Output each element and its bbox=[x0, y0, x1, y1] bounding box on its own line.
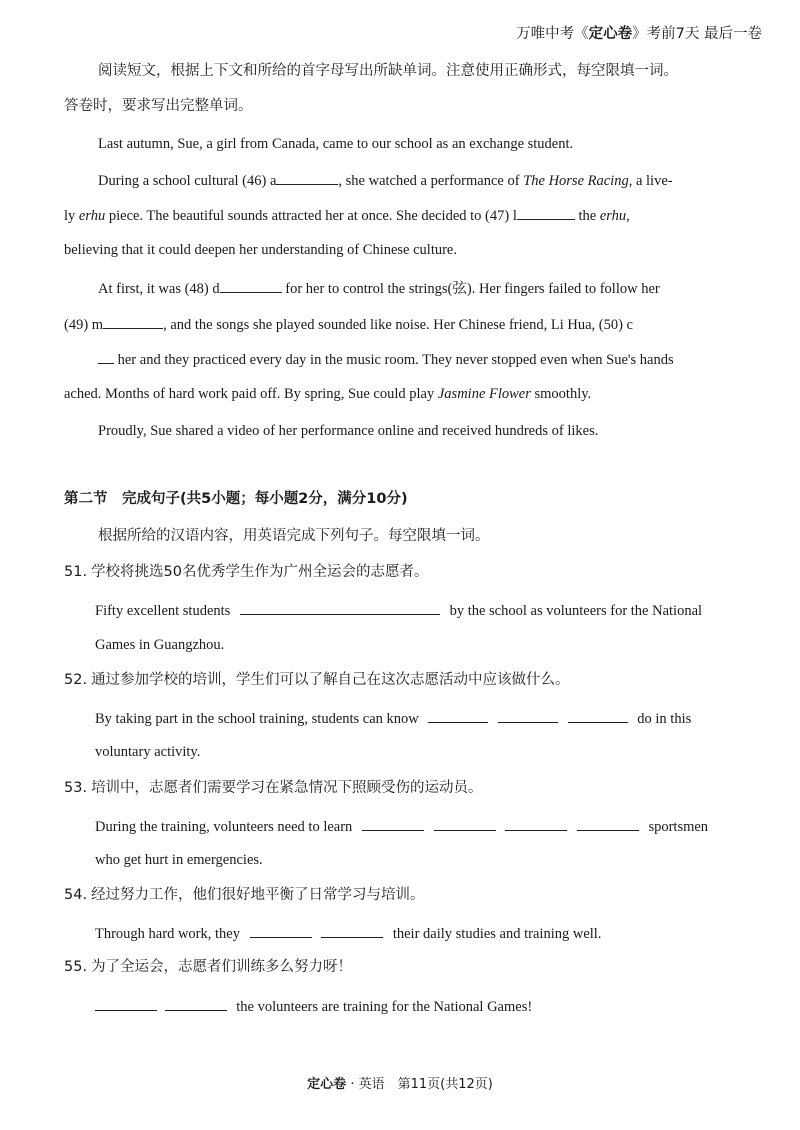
question-chinese: 培训中，志愿者们需要学习在紧急情况下照顾受伤的运动员。 bbox=[91, 780, 483, 796]
word-erhu: erhu bbox=[599, 208, 627, 224]
q51-sentence bbox=[95, 602, 702, 619]
sentence-text: their daily studies and training well. bbox=[392, 926, 602, 942]
q54-blank-2[interactable] bbox=[321, 925, 383, 938]
q53-blank-2[interactable] bbox=[434, 818, 496, 831]
blank-49[interactable] bbox=[103, 316, 163, 329]
passage-text: At first, it was (48) d bbox=[98, 281, 220, 297]
passage-p4: Proudly, Sue shared a video of her performance online and received hundreds of likes. bbox=[98, 423, 599, 439]
question-number: 53. bbox=[64, 780, 88, 796]
sentence-text: sportsmen bbox=[648, 819, 709, 835]
page-footer bbox=[0, 1073, 800, 1092]
question-number: 51. bbox=[64, 564, 88, 580]
passage-p1: Last autumn, Sue, a girl from Canada, came to our school as an exchange student. bbox=[98, 136, 574, 152]
blank-50[interactable] bbox=[98, 351, 114, 364]
q52-blank-2[interactable] bbox=[498, 710, 558, 723]
q52-blank-3[interactable] bbox=[568, 710, 628, 723]
q55-prompt bbox=[64, 960, 352, 975]
question-number: 52. bbox=[64, 672, 88, 688]
q52-prompt bbox=[64, 673, 570, 688]
header-prefix: 万唯中考《 bbox=[516, 26, 589, 42]
cloze-instruction-line1: 阅读短文，根据上下文和所给的首字母写出所缺单词。注意使用正确形式，每空限填一词。 bbox=[98, 63, 678, 79]
question-chinese: 通过参加学校的培训，学生们可以了解自己在这次志愿活动中应该做什么。 bbox=[91, 672, 570, 688]
header-brand: 定心卷 bbox=[588, 26, 633, 42]
footer-brand: 定心卷 bbox=[307, 1077, 347, 1092]
passage-p2-line3: believing that it could deepen her understanding of Chinese culture. bbox=[64, 242, 457, 258]
q52-sentence-line2: voluntary activity. bbox=[95, 744, 201, 760]
passage-p2-line1 bbox=[98, 172, 673, 189]
sentence-text: do in this bbox=[637, 711, 692, 727]
footer-page-info: · 英语 第11页(共12页) bbox=[346, 1077, 493, 1092]
q55-blank-1[interactable] bbox=[95, 998, 157, 1011]
passage-text: ly bbox=[64, 208, 79, 224]
passage-text: ached. Months of hard work paid off. By spring, Sue could play bbox=[64, 386, 438, 402]
question-number: 55. bbox=[64, 959, 88, 975]
passage-p3-line4 bbox=[64, 387, 591, 402]
blank-46[interactable] bbox=[276, 172, 338, 185]
question-chinese: 经过努力工作，他们很好地平衡了日常学习与培训。 bbox=[91, 887, 425, 903]
passage-text: , and the songs she played sounded like noise. Her Chinese friend, Li Hua, (50) c bbox=[163, 317, 633, 333]
q51-sentence-line2: Games in Guangzhou. bbox=[95, 637, 225, 653]
passage-text: , she watched a performance of bbox=[338, 173, 524, 189]
q54-prompt bbox=[64, 888, 425, 903]
q55-blank-2[interactable] bbox=[165, 998, 227, 1011]
question-chinese: 学校将挑选50名优秀学生作为广州全运会的志愿者。 bbox=[91, 564, 429, 580]
passage-text: for her to control the strings(弦). Her fingers failed to follow her bbox=[281, 281, 660, 297]
title-jasmine-flower: Jasmine Flower bbox=[437, 386, 531, 402]
section2-instruction: 根据所给的汉语内容，用英语完成下列句子。每空限填一词。 bbox=[98, 528, 490, 544]
passage-p3-line3 bbox=[98, 351, 674, 368]
sentence-text: Through hard work, they bbox=[95, 926, 240, 942]
q52-blank-1[interactable] bbox=[428, 710, 488, 723]
q51-answer-blank[interactable] bbox=[240, 602, 440, 615]
sentence-text: Fifty excellent students bbox=[95, 603, 231, 619]
blank-47[interactable] bbox=[517, 207, 575, 220]
passage-text: the bbox=[574, 208, 600, 224]
q53-blank-1[interactable] bbox=[362, 818, 424, 831]
section2-title: 第二节 完成句子(共5小题；每小题2分，满分10分) bbox=[64, 491, 408, 507]
q55-sentence bbox=[95, 998, 532, 1015]
q53-prompt bbox=[64, 781, 483, 796]
word-erhu: erhu bbox=[78, 208, 106, 224]
page-header bbox=[516, 22, 762, 43]
q51-prompt bbox=[64, 565, 429, 580]
question-chinese: 为了全运会，志愿者们训练多么努力呀！ bbox=[91, 959, 353, 975]
passage-text: smoothly. bbox=[530, 386, 592, 402]
passage-text: During a school cultural (46) a bbox=[98, 173, 277, 189]
q54-sentence bbox=[95, 925, 601, 942]
passage-p3-line1 bbox=[98, 280, 660, 297]
q53-blank-4[interactable] bbox=[577, 818, 639, 831]
q54-blank-1[interactable] bbox=[250, 925, 312, 938]
header-suffix: 》考前7天 最后一卷 bbox=[632, 26, 762, 42]
passage-text: her and they practiced every day in the music room. They never stopped even when Sue's hands bbox=[114, 352, 674, 368]
sentence-text: During the training, volunteers need to learn bbox=[95, 819, 353, 835]
passage-text: , bbox=[626, 208, 630, 224]
question-number: 54. bbox=[64, 887, 88, 903]
blank-48[interactable] bbox=[220, 280, 282, 293]
passage-p2-line2 bbox=[64, 207, 630, 224]
q53-sentence-line2: who get hurt in emergencies. bbox=[95, 852, 263, 868]
passage-text: (49) m bbox=[64, 317, 104, 333]
passage-text: , a live- bbox=[628, 173, 673, 189]
title-horse-racing: The Horse Racing bbox=[523, 173, 629, 189]
passage-p3-line2 bbox=[64, 316, 633, 333]
sentence-text: by the school as volunteers for the National bbox=[449, 603, 703, 619]
cloze-instruction-line2: 答卷时，要求写出完整单词。 bbox=[64, 98, 253, 114]
q52-sentence bbox=[95, 710, 691, 727]
sentence-text: By taking part in the school training, students can know bbox=[95, 711, 419, 727]
passage-text: piece. The beautiful sounds attracted her at once. She decided to (47) l bbox=[105, 208, 517, 224]
q53-sentence bbox=[95, 818, 708, 835]
q53-blank-3[interactable] bbox=[505, 818, 567, 831]
sentence-text: the volunteers are training for the National Games! bbox=[236, 999, 533, 1015]
